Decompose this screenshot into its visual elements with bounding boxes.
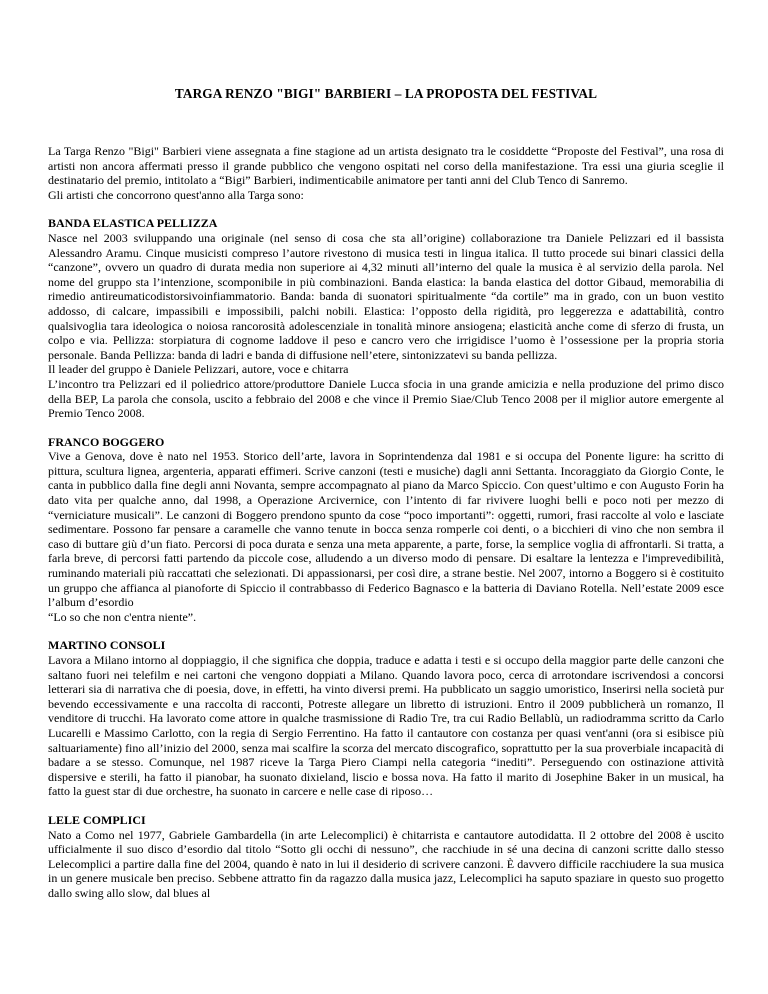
section-heading: LELE COMPLICI: [48, 812, 146, 827]
section-paragraph: Vive a Genova, dove è nato nel 1953. Storico dell’arte, lavora in Soprintendenza dal 1981 e si occupa del Ponente ligure: ha scritto di pittura, scultura lignea, argenteria, apparati effimeri. Scrive canzoni (testi e musiche) dagli anni Settanta. Incoraggiato da Giorgio Conte, le canta in pubblico dalla fine degli anni Novanta, sempre accompagnato al piano da Marco Spiccio. Con quest’ultimo e con Augusto Forin ha dato vita per qualche anno, dal 1998, a Operazione Arcivernice, con l’intento di far rivivere luoghi belli e poco noti per mezzo di “verniciature musicali”. Le canzoni di Boggero prendono spunto da cose “poco importanti”: oggetti, rumori, frasi raccolte al volo e lasciate sedimentare. Possono far pensare a caramelle che vanno tenute in bocca senza romperle coi denti, o a bicchieri di vino che non sembra il caso di buttare giù d’un fiato. Percorsi di poca durata e senza una meta apparente, a parte, forse, la semplice voglia di affrontarli. Si tratta, a farla breve, di percorsi fatti partendo da piccole cose, alludendo a un diverso modo di pensare. Di esaltare la lentezza e l'imprevedibilità, ruminando materiali più raccattati che selezionati. Di appassionarsi, per così dire, a strane bestie. Nel 2007, intorno a Boggero si è costituito un gruppo che affianca al pianoforte di Spiccio il contrabbasso di Federico Bagnasco e la batteria di Daviano Rotella. Nell’estate 2009 esce l’album d’esordio: [48, 449, 724, 610]
document-title: TARGA RENZO "BIGI" BARBIERI – LA PROPOSTA DEL FESTIVAL: [174, 86, 598, 101]
section-lele-complici: [48, 813, 724, 901]
section-heading: BANDA ELASTICA PELLIZZA: [48, 216, 218, 231]
section-heading: MARTINO CONSOLI: [48, 638, 166, 653]
section-paragraph: “Lo so che non c'entra niente”.: [48, 609, 197, 624]
section-paragraph: Il leader del gruppo è Daniele Pelizzari, autore, voce e chitarra: [48, 362, 349, 377]
section-franco-boggero: [48, 435, 724, 625]
section-banda-elastica-pellizza: [48, 216, 724, 420]
section-paragraph: Nato a Como nel 1977, Gabriele Gambardella (in arte Lelecomplici) è chitarrista e cantautore autodidatta. Il 2 ottobre del 2008 è uscito ufficialmente il suo disco d’esordio dal titolo “Sotto gli occhi di nessuno”, che racchiude in sé una decina di canzoni scritte dallo stesso Lelecomplici a partire dalla fine del 2004, quando è nato in lui il desiderio di scrivere canzoni. È davvero difficile racchiudere la sua musica in un genere musicale ben preciso. Sebbene attratto fin da ragazzo dalla musica jazz, Lelecomplici ha saputo spaziare in questo suo progetto dallo swing allo slow, dal blues al: [48, 827, 724, 900]
section-heading: FRANCO BOGGERO: [48, 434, 165, 449]
document-page: [48, 0, 724, 901]
section-paragraph: Lavora a Milano intorno al doppiaggio, il che significa che doppia, traduce e adatta i testi e si occupo della maggior parte delle canzoni che saltano fuori nei telefilm e nei cartoni che vengono doppiati a Milano. Quando lavora poco, cerca di arrotondare iscrivendosi a concorsi letterari sia di narrativa che di poesia, dove, in effetti, ha vinto diversi premi. Ha pubblicato un saggio umoristico, Inserirsi nella società pur bevendo eccessivamente e una raccolta di racconti, Potreste allegare un libretto di istruzioni. Entro il 2009 pubblicherà un romanzo, Il venditore di trucchi. Ha lavorato come attore in qualche trasmissione di Radio Tre, tra cui Radio Bellablù, un radiodramma scritto da Carlo Lucarelli e Massimo Carlotto, con la regia di Sergio Ferrentino. Ha fatto il cantautore con costanza per quasi vent'anni (ora si esibisce più saltuariamente) fino all’inizio del 2000, senza mai scalfire la scorza del mercato discografico, soprattutto per la sua proverbiale incapacità di badare a se stesso. Comunque, nel 1987 riceve la Targa Piero Ciampi nella categoria “inediti”. Perseguendo con ostinazione attività dispersive e sterili, ha fatto il pianobar, ha suonato dixieland, liscio e bossa nova. Ha fatto il marito di Josephine Baker in un musical, ha fatto la guest star di due orchestre, ha suonato in carcere e nelle case di riposo…: [48, 653, 724, 799]
section-paragraph: L’incontro tra Pelizzari ed il poliedrico attore/produttore Daniele Lucca sfocia in una grande amicizia e nella produzione del primo disco della BEP, La parola che consola, uscito a febbraio del 2008 e che vince il Premio Siae/Club Tenco 2008 per il miglior autore emergente al Premio Tenco 2008.: [48, 376, 724, 421]
section-martino-consoli: [48, 638, 724, 799]
intro-paragraph: La Targa Renzo "Bigi" Barbieri viene assegnata a fine stagione ad un artista designato tra le cosiddette “Proposte del Festival”, una rosa di artisti non ancora affermati presso il grande pubblico che vengono ospitati nel corso della manifestazione. Tra essi una giuria sceglie il destinatario del premio, intitolato a “Bigi” Barbieri, indimenticabile animatore per tanti anni del Club Tenco di Sanremo.: [48, 144, 724, 188]
intro-list-intro: Gli artisti che concorrono quest'anno alla Targa sono:: [48, 187, 304, 202]
section-paragraph: Nasce nel 2003 sviluppando una originale (nel senso di cosa che sta all’origine) collaborazione tra Daniele Pelizzari ed il bassista Alessandro Aramu. Cinque musicisti compreso l’autore rivestono di musica testi in lingua italica. Il tutto procede sui binari classici della “canzone”, ovvero un quadro di durata media non superiore ai 4,32 minuti all’interno del quale la musica è al servizio della parola. Nel nome del gruppo sta l’intenzione, scomponibile in più combinazioni. Banda elastica: la banda elastica del dottor Gibaud, memorabilia di rimedio antireumaticodistorsivoinfiammatorio. Banda: banda di suonatori spiritualmente “da cortile” ma in grado, con un buon vestito addosso, di calcare, impassibili e impossibili, palchi nobili. Elastica: l’opposto della rigidità, pro leggerezza e adattabilità, contro qualsivoglia tara ideologica o noiosa rancorosità adolescenziale in tonalità minore ansiogena; elasticità anche come di sferzo di frusta, un colpo e via. Pellizza: storpiatura di cognome laddove il peso e cancro vero che irrigidisce l’uomo è l’ossessione per la propria storia personale. Banda Pellizza: banda di ladri e banda di diffusione nell’etere, sintonizzatevi su banda pellizza.: [48, 230, 724, 362]
intro-section: [48, 144, 724, 202]
